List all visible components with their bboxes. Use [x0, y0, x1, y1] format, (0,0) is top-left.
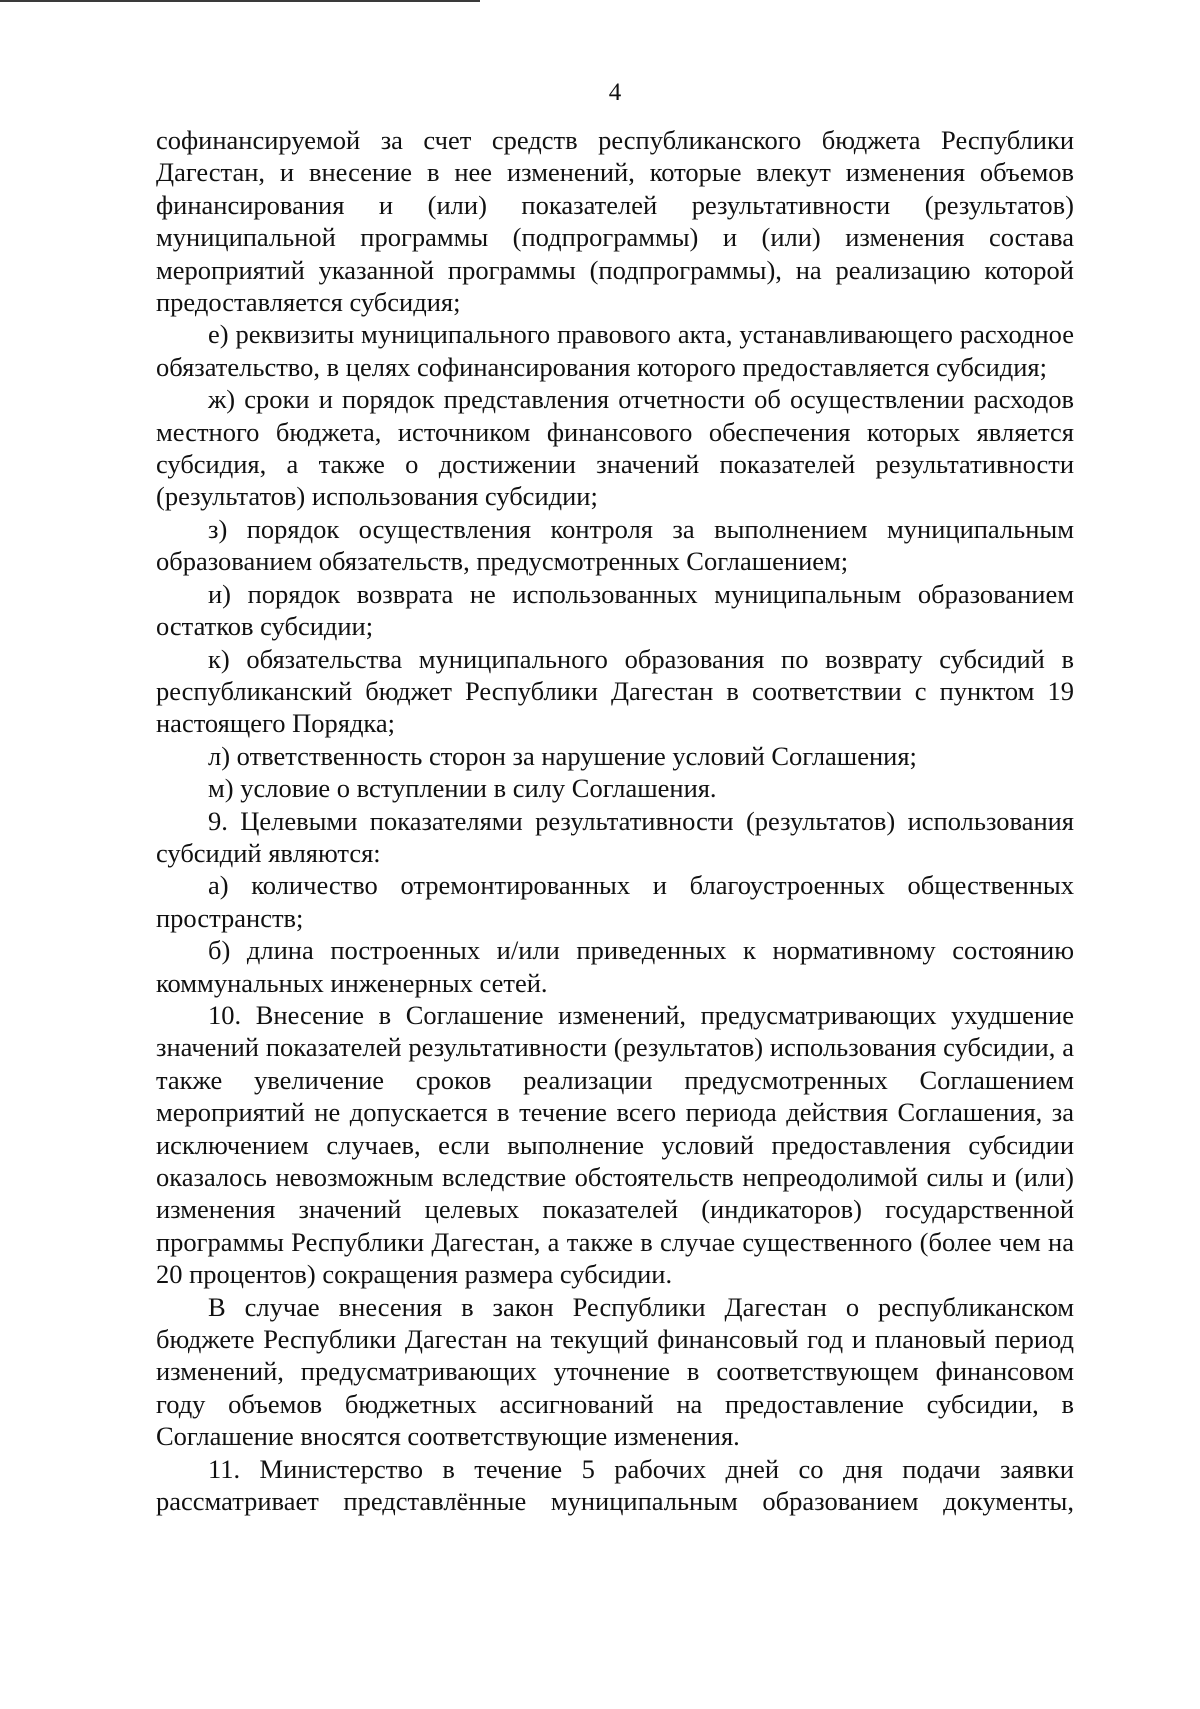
- paragraph-item-i: и) порядок возврата не использованных муниципальным образованием остатков субсидии;: [156, 578, 1074, 642]
- paragraph-continuation: софинансируемой за счет средств республиканского бюджета Республики Дагестан, и внесение в нее изменений, которые влекут изменения объемов финансирования и (или) показателей результативности (результатов) муниципальной программы (подпрограммы) и (или) изменения состава мероприятий указанной программы (подпрограммы), на реализацию которой предоставляется субсидия;: [156, 125, 1074, 318]
- scan-top-edge: [0, 0, 480, 2]
- paragraph-clause-10: 10. Внесение в Соглашение изменений, предусматривающих ухудшение значений показателей результативности (результатов) использования субсидии, а также увеличение сроков реализации предусмотренных Соглашением мероприятий не допускается в течение всего периода действия Соглашения, за исключением случаев, если выполнение условий предоставления субсидии оказалось невозможным вследствие обстоятельств непреодолимой силы и (или) изменения значений целевых показателей (индикаторов) государственной программы Республики Дагестан, а также в случае существенного (более чем на 20 процентов) сокращения размера субсидии.: [156, 999, 1074, 1290]
- paragraph-item-zh: ж) сроки и порядок представления отчетности об осуществлении расходов местного бюджета, источником финансового обеспечения которых является субсидия, а также о достижении значений показателей результативности (результатов) использования субсидии;: [156, 384, 1074, 512]
- paragraph-clause-9: 9. Целевыми показателями результативности (результатов) использования субсидий являются:: [156, 805, 1074, 868]
- paragraph-item-m: м) условие о вступлении в силу Соглашения.: [208, 773, 717, 804]
- paragraph-item-k: к) обязательства муниципального образования по возврату субсидий в республиканский бюджет Республики Дагестан в соответствии с пунктом 19 настоящего Порядка;: [156, 643, 1074, 739]
- paragraph-item-z: з) порядок осуществления контроля за выполнением муниципальным образованием обязательств, предусмотренных Соглашением;: [156, 513, 1074, 577]
- paragraph-item-a: а) количество отремонтированных и благоустроенных общественных пространств;: [156, 870, 1074, 933]
- paragraph-budget-amendment: В случае внесения в закон Республики Дагестан о республиканском бюджете Республики Дагестан на текущий финансовый год и плановый период изменений, предусматривающих уточнение в соответствующем финансовом году объемов бюджетных ассигнований на предоставление субсидии, в Соглашение вносятся соответствующие изменения.: [156, 1291, 1074, 1452]
- document-body: [156, 124, 1074, 1517]
- paragraph-item-l: л) ответственность сторон за нарушение условий Соглашения;: [208, 740, 917, 771]
- paragraph-item-e: е) реквизиты муниципального правового акта, устанавливающего расходное обязательство, в целях софинансирования которого предоставляется субсидия;: [156, 319, 1074, 382]
- paragraph-item-b: б) длина построенных и/или приведенных к нормативному состоянию коммунальных инженерных сетей.: [156, 935, 1074, 998]
- paragraph-clause-11: 11. Министерство в течение 5 рабочих дней со дня подачи заявки рассматривает представлённые муниципальным образованием документы,: [156, 1453, 1074, 1517]
- page-number: 4: [608, 79, 622, 106]
